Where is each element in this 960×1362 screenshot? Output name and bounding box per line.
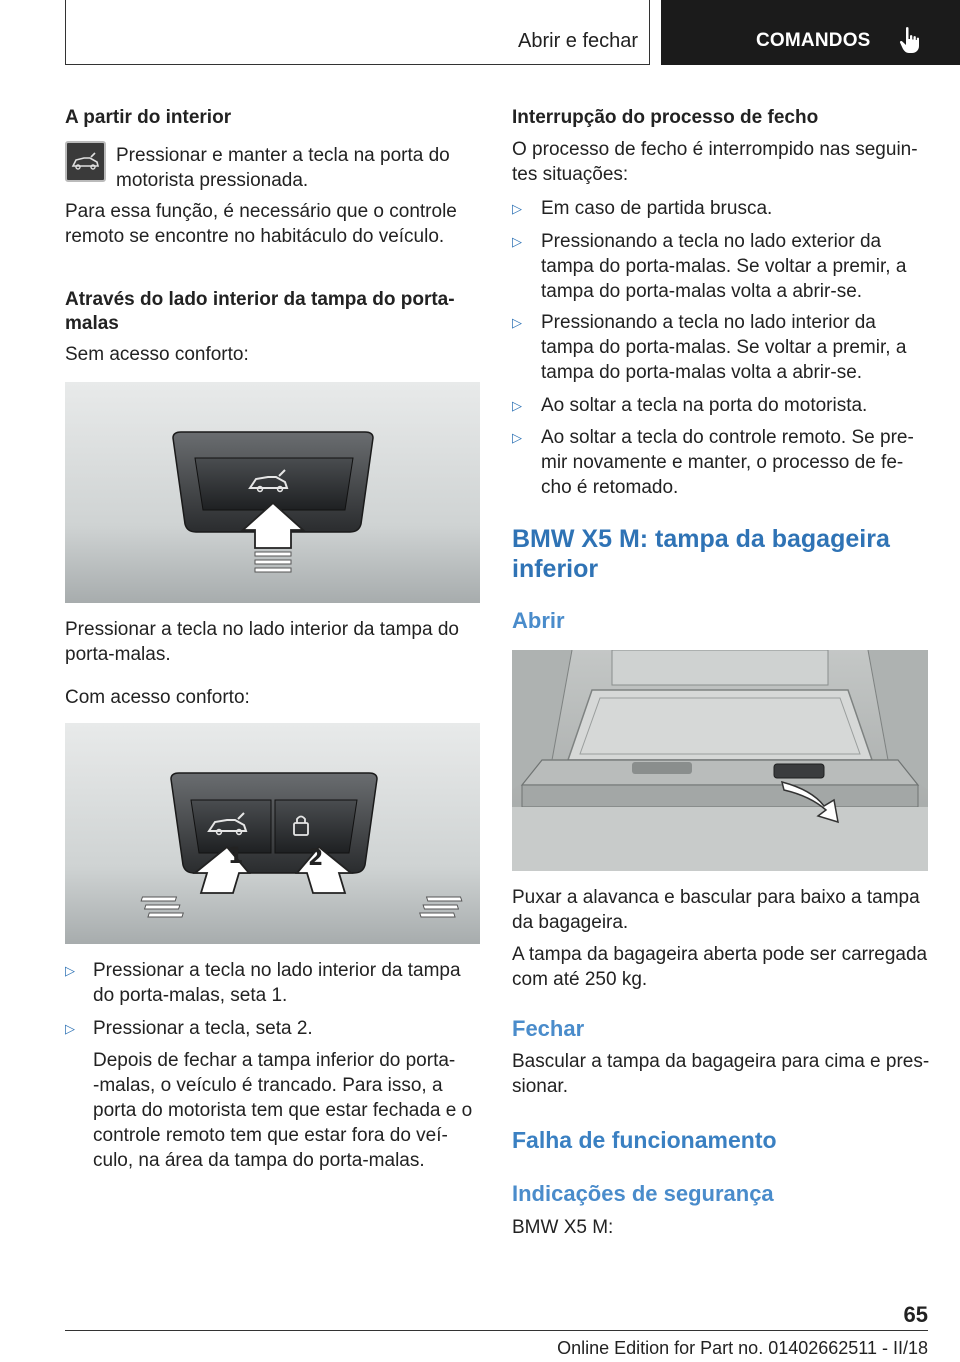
figure-trunk-interior xyxy=(512,650,928,871)
label-with-comfort-access: Com acesso conforto: xyxy=(65,687,250,708)
figure-trunk-button-double xyxy=(65,723,480,944)
heading-close: Fechar xyxy=(512,1016,585,1041)
right-bullet-2-line-1: Pressionando a tecla no lado exterior da xyxy=(541,231,882,252)
heading-tailgate-interior-line-2: malas xyxy=(65,313,119,334)
header-mid-divider xyxy=(649,0,650,65)
right-bullet-1: Em caso de partida brusca. xyxy=(541,198,773,219)
footer-rule xyxy=(65,1330,928,1331)
paragraph-interrupted-line-1: O processo de fecho é interrompido nas seguin- xyxy=(512,139,918,160)
bullet-icon: ▷ xyxy=(512,201,522,216)
heading-safety-notes: Indicações de segurança xyxy=(512,1181,774,1206)
paragraph-close-line-1: Bascular a tampa da bagageira para cima e pres- xyxy=(512,1051,930,1072)
header-chapter-tab[interactable] xyxy=(661,0,960,65)
bullet-icon: ▷ xyxy=(65,963,75,978)
left-bullet-2-line-1: Pressionar a tecla, seta 2. xyxy=(93,1018,313,1039)
header-section-title: Abrir e fechar xyxy=(518,30,639,52)
footer-edition: Online Edition for Part no. 01402662511 - II/18 xyxy=(557,1338,928,1358)
header-rule xyxy=(65,64,650,65)
bullet-icon: ▷ xyxy=(512,398,522,413)
right-bullet-2-line-2: tampa do porta-malas. Se voltar a premir, a xyxy=(541,256,907,277)
page-number: 65 xyxy=(903,1302,928,1327)
paragraph-press-key-line-1: Pressionar a tecla no lado interior da tampa do xyxy=(65,619,459,640)
paragraph-press-key-line-2: porta-malas. xyxy=(65,644,171,665)
heading-open: Abrir xyxy=(512,608,565,633)
figure-trunk-button-single xyxy=(65,382,480,603)
right-bullet-3-line-1: Pressionando a tecla no lado interior da xyxy=(541,312,876,333)
heading-from-interior: A partir do interior xyxy=(65,107,232,128)
paragraph-remote-line-1: Para essa função, é necessário que o controle xyxy=(65,201,457,222)
bullet-icon: ▷ xyxy=(65,1021,75,1036)
paragraph-pull-lever-line-1: Puxar a alavanca e bascular para baixo a tampa xyxy=(512,887,920,908)
header-chapter-label: COMANDOS xyxy=(756,30,871,51)
pointing-hand-icon xyxy=(899,26,921,54)
left-bullet-2-para-line-5: culo, na área da tampa do porta-malas. xyxy=(93,1150,425,1171)
label-without-comfort-access: Sem acesso conforto: xyxy=(65,344,249,365)
paragraph-interrupted-line-2: tes situações: xyxy=(512,164,629,185)
left-bullet-2-para-line-4: controle remoto tem que estar fora do veí- xyxy=(93,1125,448,1146)
bullet-icon: ▷ xyxy=(512,315,522,330)
paragraph-load-line-1: A tampa da bagageira aberta pode ser carregada xyxy=(512,944,928,965)
paragraph-bmw-x5m: BMW X5 M: xyxy=(512,1217,614,1238)
key-instruction-line-2: motorista pressionada. xyxy=(116,170,309,191)
paragraph-pull-lever-line-2: da bagageira. xyxy=(512,912,629,933)
heading-bmw-x5m-line-1: BMW X5 M: tampa da bagageira xyxy=(512,525,890,553)
key-instruction-line-1: Pressionar e manter a tecla na porta do xyxy=(116,145,450,166)
bullet-icon: ▷ xyxy=(512,234,522,249)
left-bullet-2-para-line-3: porta do motorista tem que estar fechada e o xyxy=(93,1100,473,1121)
right-bullet-5-line-2: mir novamente e manter, o processo de fe- xyxy=(541,452,904,473)
right-bullet-3-line-3: tampa do porta-malas volta a abrir-se. xyxy=(541,362,863,383)
trunk-key-icon xyxy=(65,141,106,182)
header-left-divider xyxy=(65,0,66,65)
heading-closing-interruption: Interrupção do processo de fecho xyxy=(512,107,819,128)
right-bullet-4: Ao soltar a tecla na porta do motorista. xyxy=(541,395,868,416)
left-bullet-2-para-line-2: -malas, o veículo é trancado. Para isso, a xyxy=(93,1075,443,1096)
heading-bmw-x5m-line-2: inferior xyxy=(512,555,599,583)
right-bullet-3-line-2: tampa do porta-malas. Se voltar a premir, a xyxy=(541,337,907,358)
arrow-label-1: 1 xyxy=(228,844,244,869)
paragraph-close-line-2: sionar. xyxy=(512,1076,568,1097)
left-bullet-2-para-line-1: Depois de fechar a tampa inferior do porta- xyxy=(93,1050,456,1071)
heading-tailgate-interior-line-1: Através do lado interior da tampa do porta- xyxy=(65,289,455,310)
car-trunk-icon xyxy=(67,143,104,180)
right-bullet-5-line-1: Ao soltar a tecla do controle remoto. Se pre- xyxy=(541,427,914,448)
heading-malfunction: Falha de funcionamento xyxy=(512,1127,777,1153)
left-bullet-1-line-1: Pressionar a tecla no lado interior da tampa xyxy=(93,960,461,981)
bullet-icon: ▷ xyxy=(512,430,522,445)
left-bullet-1-line-2: do porta-malas, seta 1. xyxy=(93,985,288,1006)
right-bullet-2-line-3: tampa do porta-malas volta a abrir-se. xyxy=(541,281,863,302)
right-bullet-5-line-3: cho é retomado. xyxy=(541,477,679,498)
arrow-label-2: 2 xyxy=(308,846,324,871)
paragraph-remote-line-2: remoto se encontre no habitáculo do veículo. xyxy=(65,226,445,247)
paragraph-load-line-2: com até 250 kg. xyxy=(512,969,648,990)
